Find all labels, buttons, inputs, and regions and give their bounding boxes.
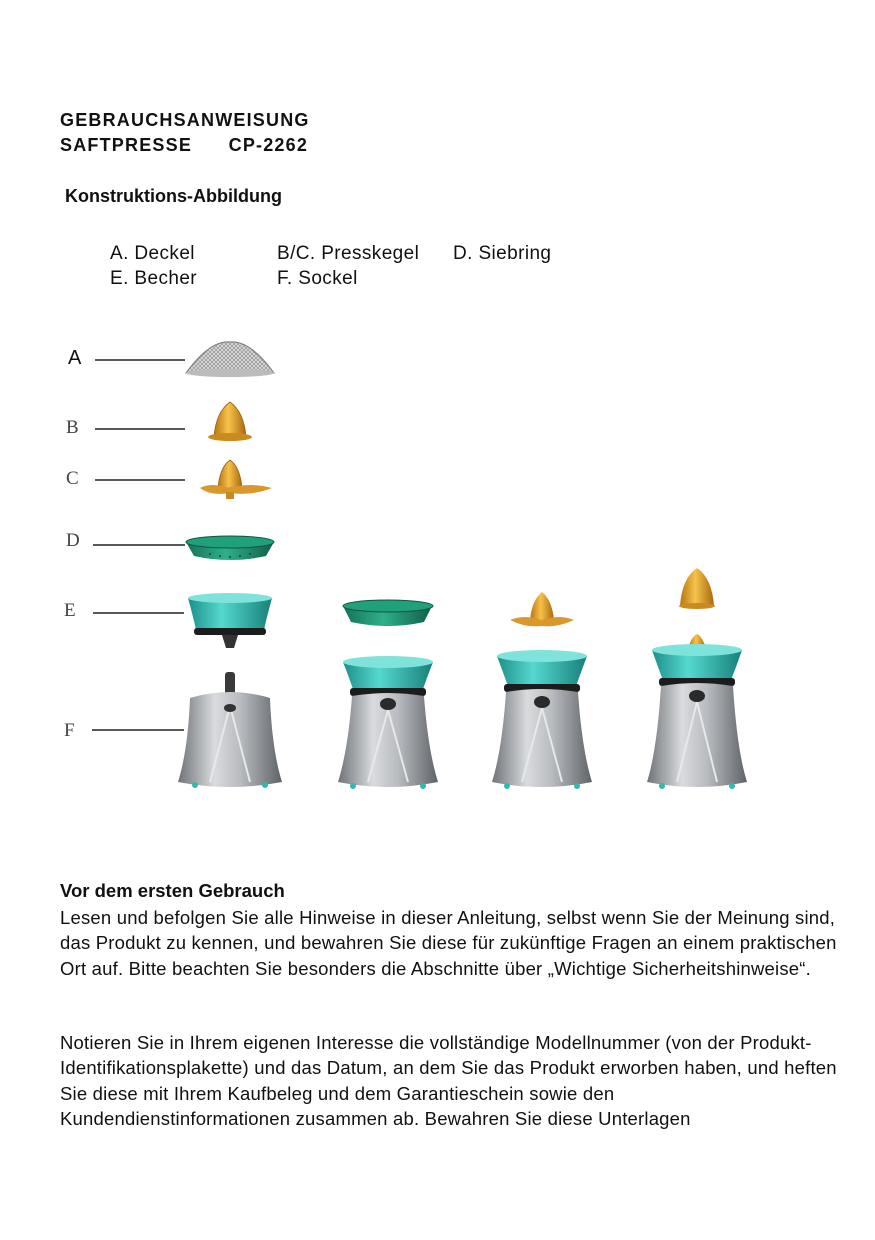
legend-item-becher: E. Becher xyxy=(110,268,198,289)
legend-item-presskegel: B/C. Presskegel xyxy=(277,243,420,264)
juicer-illustration xyxy=(60,330,760,810)
assembly-2 xyxy=(492,592,592,789)
part-f-base xyxy=(178,672,282,788)
part-d-sieve xyxy=(186,536,274,560)
construction-figure xyxy=(60,330,760,810)
title-line-2: SAFTPRESSE CP-2262 xyxy=(60,135,309,155)
legend-column-1 xyxy=(110,241,197,291)
leader-lines xyxy=(92,360,185,730)
section-title: Konstruktions-Abbildung xyxy=(65,186,282,206)
legend-item-deckel: A. Deckel xyxy=(110,243,195,264)
legend-item-siebring: D. Siebring xyxy=(453,243,552,264)
assembly-3 xyxy=(647,568,747,789)
title-line-1: GEBRAUCHSANWEISUNG xyxy=(60,110,310,130)
part-c-reamer-wings xyxy=(200,460,272,499)
part-label-e: E xyxy=(64,600,76,621)
document-title xyxy=(60,108,310,158)
paragraph-model-number: Notieren Sie in Ihrem eigenen Interesse die vollständige Modellnummer (von der Produkt-Identifikationsplakette) und das Datum, an dem Sie das Produkt erworben haben, und heften Sie diese mit Ihrem Kaufbeleg und dem Garantieschein sowie den Kundendienstinformationen zusammen ab. Bewahren Sie diese Unterlagen xyxy=(60,1032,837,1129)
part-label-b: B xyxy=(66,417,79,438)
part-label-c: C xyxy=(66,468,79,489)
part-e-cup xyxy=(188,593,272,648)
assembly-1 xyxy=(338,600,438,789)
legend-column-2 xyxy=(277,241,419,291)
part-b-reamer xyxy=(208,402,252,441)
legend-item-sockel: F. Sockel xyxy=(277,268,358,289)
legend-column-3 xyxy=(453,241,551,266)
part-label-f: F xyxy=(64,720,75,741)
part-label-a: A xyxy=(68,347,82,369)
part-a-lid xyxy=(186,342,274,377)
part-label-d: D xyxy=(66,530,80,551)
section-heading-first-use: Vor dem ersten Gebrauch xyxy=(60,880,285,901)
paragraph-instructions: Lesen und befolgen Sie alle Hinweise in dieser Anleitung, selbst wenn Sie der Meinung sind, das Produkt zu kennen, und bewahren Sie diese für zukünftige Fragen an einem praktischen Ort auf. Bitte beachten Sie besonders die Abschnitte über „Wichtige Sicherheitshinweise“. xyxy=(60,907,837,979)
